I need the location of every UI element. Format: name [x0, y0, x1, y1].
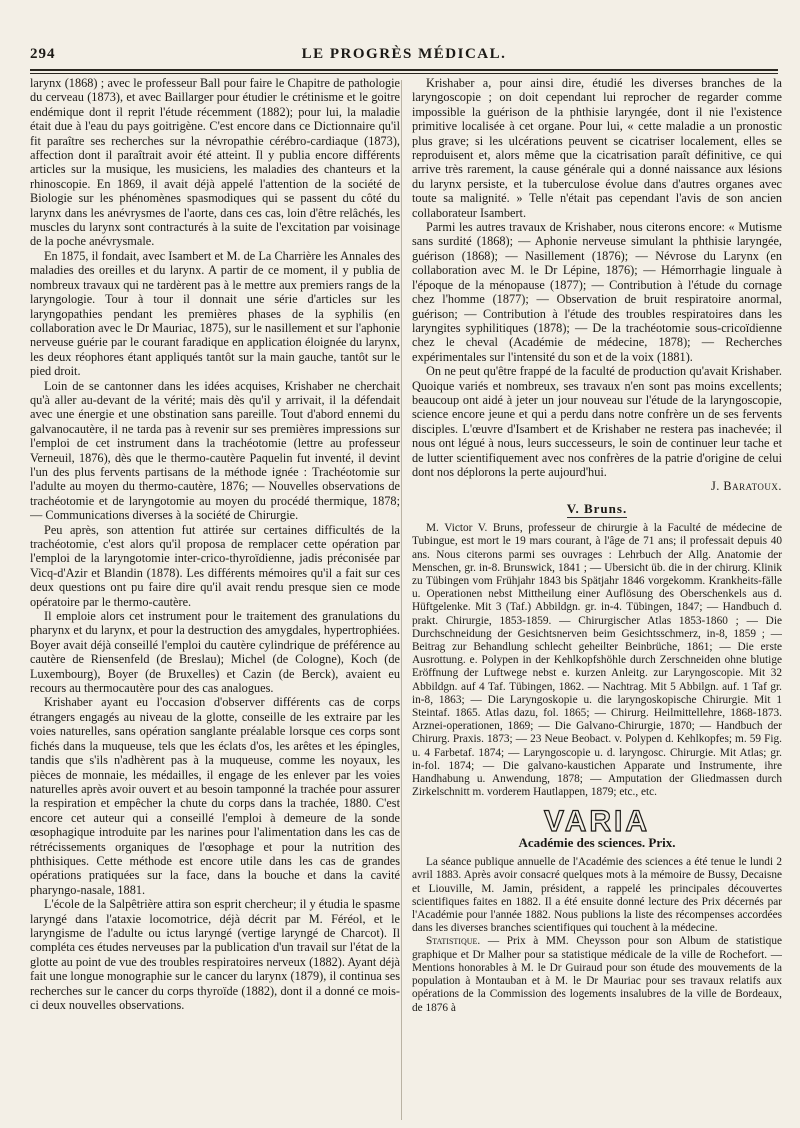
paragraph: Krishaber a, pour ainsi dire, étudié les diverses branches de la laryngoscopie ; on doit cependant lui reprocher de regarder comme impossible la guérison de la phthisie laryngée, dont il nie l'existence primitive localisée à cet organe. Pour lui, « cette maladie a un pronostic plus grave; si les ulcérations peuvent se cicatriser localement, elles se reproduisent et, alors même que la cicatrisation paraît définitive, ce qui arrive très rarement, la cause générale qui a donné naissance aux lésions du larynx persiste, et la tuberculose évolue dans d'autres organes avec toute sa malignité. » Telle n'était pas cependant l'avis de son ancien collaborateur Isambert.	[412, 76, 782, 220]
page-header	[30, 46, 778, 68]
paragraph: Loin de se cantonner dans les idées acquises, Krishaber ne cherchait qu'à aller au-devant de la vérité; mais dès qu'il y arrivait, il la défendait avec une énergie et une obstination sans pareille. Tout d'abord ennemi du galvanocautère, il ne tarda pas à revenir sur ses premières impressions sur l'emploi de cet instrument dans la trachéotomie (lettre au professeur Verneuil, 1876), dès que le thermo-cautère Paquelin fut inventé, il devint l'un des plus fervents partisans de la méthode ignée : Trachéotomie sur l'adulte au moyen du thermo-cautère, 1876; — Nouvelles observations de trachéotomie et de laryngotomie au moyen du procédé thermique, 1878; — Communications diverses à la société de Chirurgie.	[30, 378, 400, 523]
obituary-heading	[412, 502, 782, 516]
statistique-label: Statistique.	[426, 935, 481, 948]
paragraph: larynx (1868) ; avec le professeur Ball pour faire le Chapitre de pathologie du cerveau (1873), et avec Baillarger pour étudier le crétinisme et le goitre endémique dont il reprit l'étude récemment (1882); pour lui, la maladie était due à l'eau du pays goitrigène. C'est encore dans ce Dictionnaire qu'il fit paraître ses recherches sur la névropathie cérébro-cardiaque (1873), affection dont il paraîtrait avoir été atteint. Il y publia encore différents articles sur la musique, les musiciens, les maladies des chanteurs et la rhinoscopie. En 1869, il avait déjà appelé l'attention de la société de Biologie sur les phénomènes spasmodiques qui se passent du côté du larynx dans les anévrysmes de l'aorte, dans ces cas, loin d'être relâchés, les muscles du larynx sont contracturés à la suite de l'excitation par voisinage de la poche anévrysmale.	[30, 76, 400, 249]
statistique-paragraph	[412, 935, 782, 1014]
paragraph: Il emploie alors cet instrument pour le traitement des granulations du pharynx et du larynx, et pour la destruction des amygdales, hypertrophiées. Boyer avait déjà conseillé l'emploi du cautère cylindrique de préférence au cautère de Riensenfeld (de Breslau); Michel (de Cologne), Koch (de Luxembourg), Boyer (de Bruxelles) et Cazin (de Berck), avaient eu recours au thermocautère pour des cas analogues.	[30, 609, 400, 696]
paragraph: Parmi les autres travaux de Krishaber, nous citerons encore: « Mutisme sans surdité (1868); — Aphonie nerveuse simulant la phthisie laryngée, guérison (1868); — Nasillement (1876); — Névrose du Larynx (en collaboration avec M. le Dr Lépine, 1876); — Hémorrhagie linguale à l'époque de la ménopause (1877); — Contribution à l'étude du cornage chez l'homme (1877); — Observation de bruit respiratoire anormal, guérison; — Contribution à l'étude des troubles respiratoires dans les laryngites syphilitiques (1878); — De la trachéotomie sous-cricoïdienne chez le cheval (Académie de médecine, 1878); — Recherches expérimentales sur l'intensité du son et de la voix (1881).	[412, 220, 782, 364]
statistique-text: — Prix à MM. Cheysson pour son Album de statistique graphique et Dr Malher pour sa statistique médicale de la ville de Rochefort. — Mentions honorables à M. le Dr Guiraud pour son étude des mouvements de la population à Montauban et à M. le Dr Mauriac pour ses travaux relatifs aux opérations de la Commission des logements insalubres de la ville de Bordeaux, de 1876 à	[412, 935, 782, 1014]
paragraph: L'école de la Salpêtrière attira son esprit chercheur; il y étudia le spasme laryngé dans l'ataxie locomotrice, déjà décrit par M. Féréol, et le laryngisme de l'adulte ou ictus laryngé (vertige laryngé de Charcot). Il compléta ces études nerveuses par la publication d'un travail sur l'état de la glotte au point de vue des troubles respiratoires nerveux (1882). Ayant déjà fait une longue monographie sur le cancer du larynx (1879), il continua ses recherches sur le cancer du corps thyroïde (1882), dont il a donné ce mois-ci deux nouvelles observations.	[30, 897, 400, 1012]
paragraph: On ne peut qu'être frappé de la faculté de production qu'avait Krishaber. Quoique variés et nombreux, ses travaux n'en sont pas moins excellents; beaucoup ont aidé à jeter un jour nouveau sur l'étude de la laryngoscopie, science encore jeune et qui a perdu dans notre confrère un de ses fervents disciples. L'œuvre d'Isambert et de Krishaber ne restera pas inachevée; il nous ont légué à nous, leurs successeurs, le soin de continuer leur tache et de lutter scientifiquement avec nos confrères de la patrie d'origine de celui dont nos déplorons la perte aujourd'hui.	[412, 364, 782, 479]
column-divider	[401, 80, 402, 1120]
obituary-heading-text: V. Bruns.	[566, 500, 628, 516]
obituary-text: M. Victor V. Bruns, professeur de chirurgie à la Faculté de médecine de Tubingue, est mort le 19 mars courant, à l'âge de 71 ans; il professait depuis 40 ans. Nous citerons parmi ses ouvrages : Lehrbuch der Allg. Anatomie der Menschen, gr. in-8. Brunswick, 1841 ; — Ubersicht üb. die in der chirurg. Klinik zu Tübingen vom Frühjahr 1843 bis Spätjahr 1846 vorgekomm. Krankheits-fälle u. Operationen nebst Mittheilung einer Auflösung des Oberschenkels aus d. Hüftgelenke. Mit 3 (Taf.) Abbildgn. gr. in-4. Tübingen, 1847; — Handbuch d. prakt. Chirurgie, 1853-1859. — Chirurgischer Atlas 1853-1860 ; — Die Durchschneidung der Gesichtsnerven beim Gesichtsschmerz, in-8, 1859 ; — Beitrag zur Behandlung schlecht geheilter Beinbrüche, 1861; — Die erste Ausrottung. e. Polypen in der Kehlkopfshöhle durch Zerschneiden ohne blutige Eröffnung der Luftwege nebst e. kurzen Anleitg. zur Laryngoscopie. Mit 32 Abbildgn. auf 4 Taf. Tübingen, 1862. — Nachtrag. Mit 5 Abbilgn. auf. 1 Taf gr. in-8, 1863; — Die Laryngoskopie u. die laryngoskopische Chirurgie. Mit 1 Steintaf. 1865. Atlas dazu, fol. 1865; — Chirurg. Heilmittellehre, 1868-1873. Arznei-operationen, 1869; — Die Galvano-Chirurgie, 1870; — Handbuch der Chirurg. Praxis. 1873; — 23 Neue Beobact. v. Polypen d. Kehlkopfes; m. 59 Fig. u. 4 Farbetaf. 1874; — Laryngoscopie u. d. laryngosc. Chirurgie. Mit Atlas; gr. in-fol. 1874; — Die galvano-kaustichen Apparate und Instrumente, ihre Handhabung u. Anwendung, 1878; — Amputation der Gliedmassen durch Zirkelschnitt m. vorderem Hautlappen, 1879; etc., etc.	[412, 522, 782, 799]
paragraph: Peu après, son attention fut attirée sur certaines difficultés de la trachéotomie, c'est alors qu'il proposa de remplacer cette opération par l'emploi de la laryngotomie inter-crico-thyroïdienne, jadis préconisée par Vicq-d'Azir et Blandin (1878). Les différents mémoires qu'il a fait sur ces deux questions ont pu faire dire qu'il avait rendu presque sien ce mode opératoire par le thermo-cautère.	[30, 522, 400, 609]
journal-title: LE PROGRÈS MÉDICAL.	[301, 46, 507, 62]
academie-paragraph: La séance publique annuelle de l'Académie des sciences a été tenue le lundi 2 avril 1883. Après avoir consacré quelques mots à la mémoire de Bussy, Decaisne et Liouville, M. Jamin, président, a rappelé les principales découvertes scientifiques faites en 1882. Il a été ensuite donné lecture des Prix décernés par l'Académie pour l'année 1882. Nous publions la liste des récompenses accordées dans les diverses branches scientifiques qui touchent à la médecine.	[412, 856, 782, 935]
academie-heading: Académie des sciences. Prix.	[518, 834, 676, 850]
varia-heading: VARIA	[543, 805, 651, 839]
page-number: 294	[30, 46, 56, 62]
header-rule-thin	[30, 73, 778, 74]
paragraph: En 1875, il fondait, avec Isambert et M. de La Charrière les Annales des maladies des oreilles et du larynx. A partir de ce moment, il y publia de nombreux travaux qui ne tardèrent pas à le mettre aux premiers rangs de la laryngologie. Tour à tour il donnait une série d'articles sur les laryngopathies pendant les premières phases de la syphilis (en collaboration avec le Dr Mauriac, 1875), sur le nasillement et sur l'aphonie nerveuse guérie par le courant faradique en application éloignée du larynx, les deux réophores étant appliqués tantôt sur la main gauche, tantôt sur le pied droit.	[30, 248, 400, 379]
paragraph: Krishaber ayant eu l'occasion d'observer différents cas de corps étrangers engagés au niveau de la glotte, conseille de les extraire par les voies naturelles, sans opération sanglante préalable lorsque ces corps sont fichés dans la muqueuse, tels que les éclats d'os, les arêtes et les épingles, tandis que s'ils n'adhèrent pas à la muqueuse, comme les noyaux, les pièces de monnaie, les médailles, il engage de les enlever par les voies naturelles après avoir ouvert et au besoin tamponné la trachée pour assurer la respiration et empêcher la chute du corps dans la trachée, 1880. C'est encore cet auteur qui a conseillé l'emploi à demeure de la sonde œsophagique introduite par les narines pour l'alimentation dans les cas de rétrécissements organiques de l'œsophage et pour la nutrition des phthisiques. Cette méthode est encore utile dans les cas de grandes opérations pratiquées sur la face, dans la bouche et dans la cavité pharyngo-nasale, 1881.	[30, 695, 400, 897]
header-rule	[30, 69, 778, 71]
right-column	[412, 76, 782, 1124]
left-column	[30, 76, 400, 1124]
author-signature: J. Baratoux.	[710, 479, 782, 494]
